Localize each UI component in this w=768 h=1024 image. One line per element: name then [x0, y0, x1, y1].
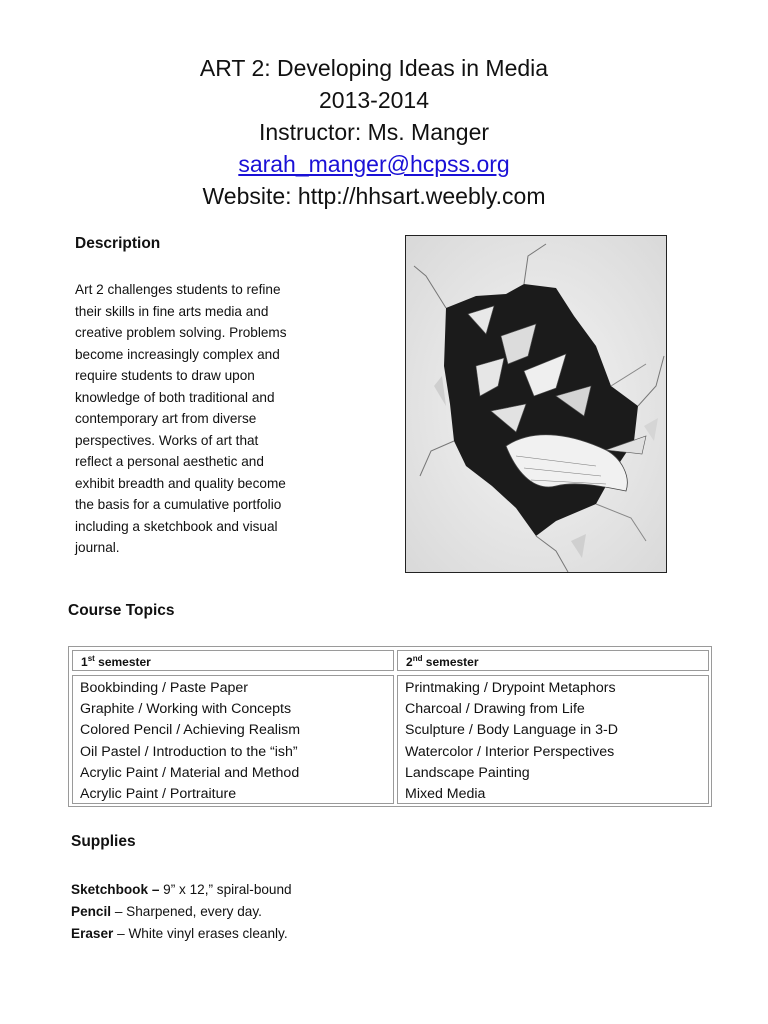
topic-item: Graphite / Working with Concepts [80, 701, 292, 718]
description-line: Art 2 challenges students to refine [75, 282, 281, 297]
description-line: reflect a personal aesthetic and [75, 454, 264, 469]
topic-item: Landscape Painting [405, 764, 530, 781]
description-line: the basis for a cumulative portfolio [75, 497, 282, 512]
topic-item: Sculpture / Body Language in 3-D [405, 722, 618, 739]
description-line: perspectives. Works of art that [75, 432, 259, 448]
topic-item: Watercolor / Interior Perspectives [405, 743, 615, 760]
description-line: including a sketchbook and visual [75, 518, 278, 534]
description-line: contemporary art from diverse [75, 411, 257, 426]
topic-item: Acrylic Paint / Material and Method [80, 764, 300, 781]
description-heading: Description [75, 235, 161, 252]
instructor-email-link[interactable]: sarah_manger@hcpss.org [238, 151, 510, 177]
supply-item [71, 879, 292, 901]
second-semester-ordinal: nd [412, 654, 423, 663]
school-year: 2013-2014 [319, 87, 429, 113]
supply-name: Eraser [71, 926, 114, 941]
second-semester-label: semester [422, 655, 479, 669]
description-line: knowledge of both traditional and [75, 389, 275, 405]
supply-name: Sketchbook – [71, 882, 160, 897]
description-body [75, 279, 345, 559]
first-semester-ordinal: st [87, 654, 95, 663]
description-line: require students to draw upon [75, 368, 255, 383]
first-semester-number: 1 [81, 655, 88, 669]
topic-item: Oil Pastel / Introduction to the “ish” [80, 743, 298, 760]
supplies-list [71, 879, 292, 945]
topic-item: Acrylic Paint / Portraiture [80, 786, 237, 803]
topic-item: Charcoal / Drawing from Life [405, 701, 585, 718]
topic-item: Printmaking / Drypoint Metaphors [405, 680, 616, 696]
supplies-heading: Supplies [71, 833, 136, 850]
supply-detail: – Sharpened, every day. [111, 904, 262, 919]
topic-item: Bookbinding / Paste Paper [80, 680, 248, 696]
topic-item: Colored Pencil / Achieving Realism [80, 722, 301, 739]
supply-detail: – White vinyl erases cleanly. [113, 926, 288, 941]
supply-detail: 9” x 12,” spiral-bound [159, 882, 292, 897]
document-header [0, 52, 748, 212]
description-line: exhibit breadth and quality become [75, 475, 286, 491]
course-title: ART 2: Developing Ideas in Media [199, 55, 549, 81]
second-semester-header [397, 650, 709, 671]
course-topics-table [68, 646, 712, 807]
description-line: creative problem solving. Problems [75, 325, 287, 340]
description-line: journal. [75, 540, 120, 555]
second-semester-topics [397, 675, 709, 804]
supply-item [71, 923, 292, 945]
description-line: their skills in fine arts media and [75, 303, 269, 319]
artwork-drawing [406, 236, 667, 573]
first-semester-label: semester [94, 655, 151, 669]
description-line: become increasingly complex and [75, 346, 280, 362]
course-topics-heading: Course Topics [68, 602, 175, 619]
supply-name: Pencil [71, 904, 112, 919]
instructor-name: Instructor: Ms. Manger [258, 119, 490, 145]
second-semester-number: 2 [406, 655, 413, 669]
first-semester-header [72, 650, 394, 671]
first-semester-topics [72, 675, 394, 804]
supply-item [71, 901, 292, 923]
student-artwork-image [405, 235, 667, 573]
website-line: Website: http://hhsart.weebly.com [202, 183, 546, 209]
topic-item: Mixed Media [405, 786, 486, 803]
